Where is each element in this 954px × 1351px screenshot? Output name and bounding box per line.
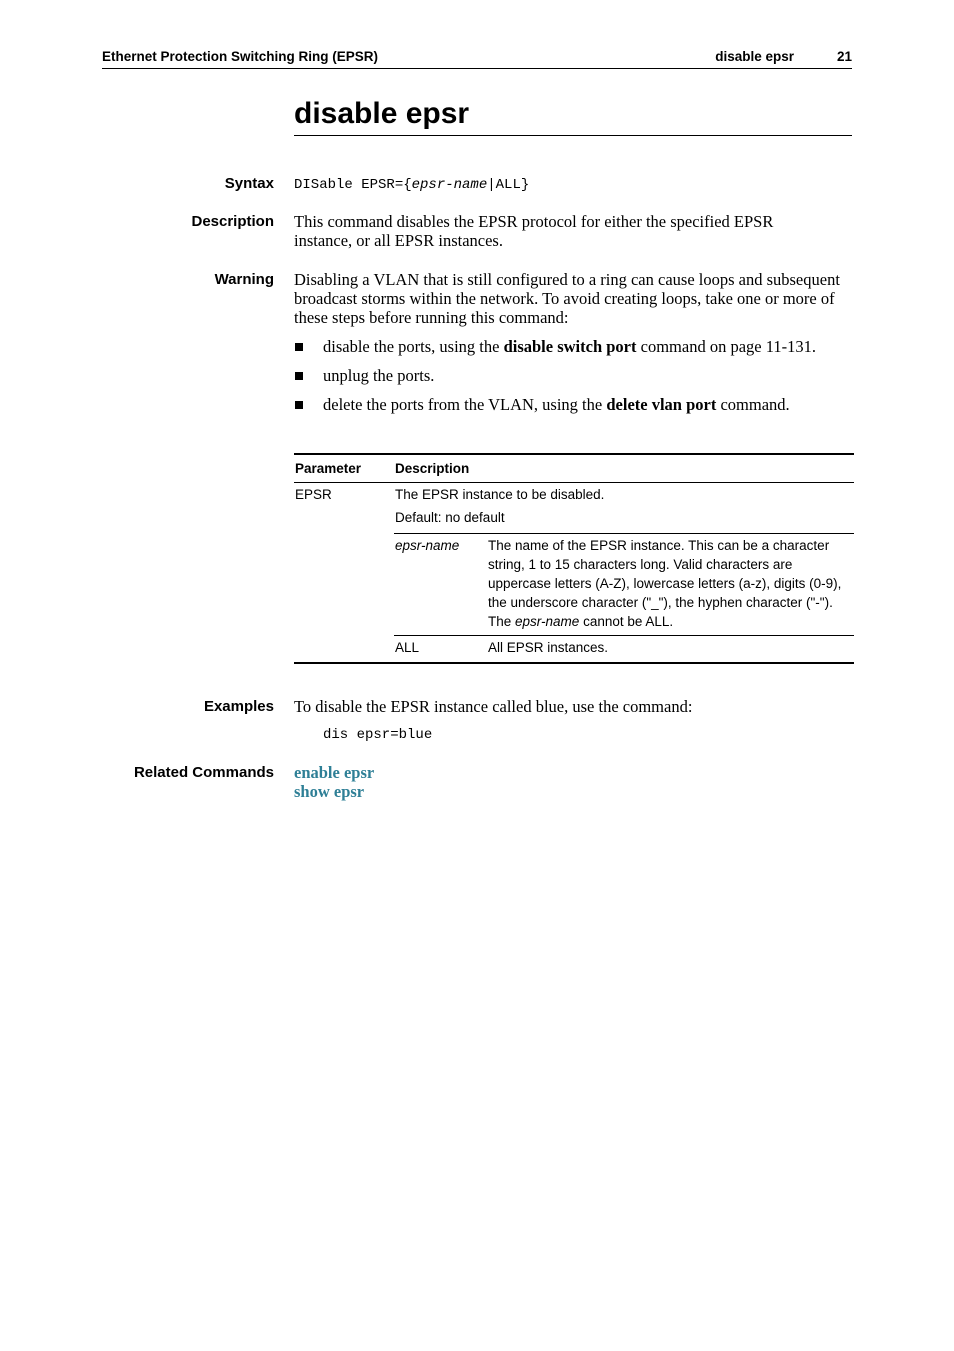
example-code: dis epsr=blue xyxy=(323,727,433,743)
column-header-parameter: Parameter xyxy=(294,454,394,483)
bullet-icon xyxy=(295,372,303,380)
sub-param-name: ALL xyxy=(394,636,487,664)
description-label: Description xyxy=(191,213,274,230)
syntax-label: Syntax xyxy=(224,175,274,192)
warning-text: Disabling a VLAN that is still configured to a ring can cause loops and subsequent broadcast storms within the network. To avoid creating loops, take one or more of these steps before running this command: xyxy=(294,270,840,327)
column-header-description: Description xyxy=(394,454,854,483)
param-description: The EPSR instance to be disabled. xyxy=(395,487,605,502)
param-default: Default: no default xyxy=(395,510,505,525)
param-name: EPSR xyxy=(295,487,332,502)
examples-label: Examples xyxy=(203,698,274,715)
syntax-text xyxy=(294,176,854,195)
bullet-icon xyxy=(295,343,303,351)
warning-bullet-list xyxy=(294,337,854,414)
list-item: disable the ports, using the disable switch port command on page 11-131. xyxy=(294,337,854,356)
sub-param-name: epsr-name xyxy=(394,534,487,636)
bullet-icon xyxy=(295,401,303,409)
description-text: This command disables the EPSR protocol for either the specified EPSR instance, or all EPSR instances. xyxy=(294,212,774,250)
syntax-param: epsr-name xyxy=(411,177,488,193)
sub-param-description: The name of the EPSR instance. This can be a character string, 1 to 15 characters long. Valid characters are uppercase letters (A-Z), lowercase letters (a-z), digits (0-9), the underscore character ("_"), the hyphen character ("-"). The epsr-name cannot be ALL. xyxy=(487,534,854,636)
related-commands-list xyxy=(294,763,854,801)
page-number: 21 xyxy=(836,49,852,64)
header-command: disable epsr xyxy=(715,49,794,64)
related-commands-label: Related Commands xyxy=(133,764,274,781)
syntax-suffix: |ALL} xyxy=(487,177,530,193)
chapter-title: Ethernet Protection Switching Ring (EPSR) xyxy=(102,49,379,64)
page-header xyxy=(102,48,852,69)
sub-param-description: All EPSR instances. xyxy=(487,636,854,664)
examples-text: To disable the EPSR instance called blue, use the command: xyxy=(294,697,693,716)
link-show-epsr[interactable]: show epsr xyxy=(294,782,365,801)
warning-block xyxy=(294,270,854,424)
command-reference: disable switch port xyxy=(503,337,637,356)
list-item: delete the ports from the VLAN, using the delete vlan port command. xyxy=(294,395,854,414)
list-item: unplug the ports. xyxy=(294,366,854,385)
warning-label: Warning xyxy=(214,271,274,288)
syntax-prefix: DISable EPSR={ xyxy=(294,177,412,193)
page-title: disable epsr xyxy=(294,94,852,136)
table-row xyxy=(294,483,854,505)
link-enable-epsr[interactable]: enable epsr xyxy=(294,763,375,782)
command-reference: delete vlan port xyxy=(606,395,717,414)
parameter-table xyxy=(294,453,854,664)
table-header-row xyxy=(294,454,854,483)
